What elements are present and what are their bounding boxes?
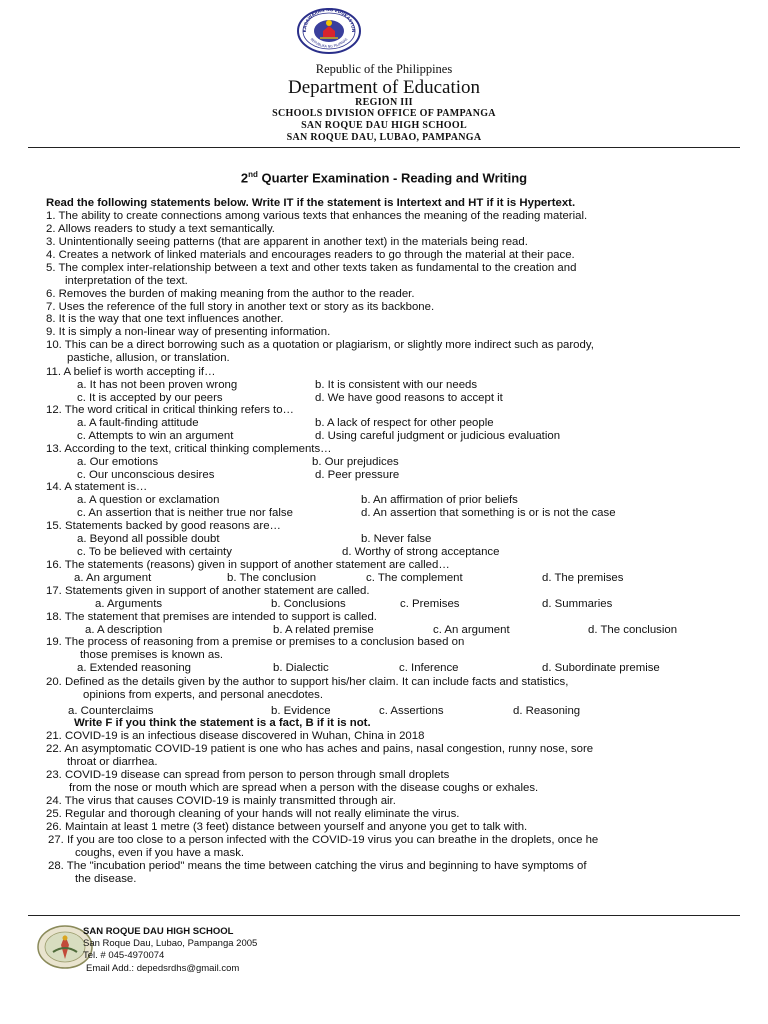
- q14-option-d: d. An assertion that something is or is not the case: [361, 507, 616, 519]
- q17-option-d: d. Summaries: [542, 598, 613, 610]
- q15-option-c: c. To be believed with certainty: [77, 546, 232, 558]
- q12-option-d: d. Using careful judgment or judicious evaluation: [315, 430, 561, 442]
- q17-option-b: b. Conclusions: [271, 598, 346, 610]
- q13-option-c: c. Our unconscious desires: [77, 469, 215, 481]
- question-22: 22. An asymptomatic COVID-19 patient is one who has aches and pains, nasal congestion, runny nose, sore: [46, 743, 594, 755]
- q12-option-a: a. A fault-finding attitude: [77, 417, 199, 429]
- footer-divider: [28, 915, 740, 916]
- question-10-cont: pastiche, allusion, or translation.: [67, 352, 230, 364]
- question-4: 4. Creates a network of linked materials and encourages readers to go through the material at their pace.: [46, 249, 575, 261]
- question-8: 8. It is the way that one text influences another.: [46, 313, 284, 325]
- q11-option-d: d. We have good reasons to accept it: [315, 392, 503, 404]
- q14-option-b: b. An affirmation of prior beliefs: [361, 494, 518, 506]
- q12-option-b: b. A lack of respect for other people: [315, 417, 494, 429]
- q20-option-a: a. Counterclaims: [68, 705, 154, 717]
- question-19-cont: those premises is known as.: [80, 649, 224, 661]
- q16-option-a: a. An argument: [74, 572, 152, 584]
- department-title: Department of Education: [287, 77, 481, 98]
- question-22-cont: throat or diarrhea.: [67, 756, 158, 768]
- q11-option-b: b. It is consistent with our needs: [315, 379, 478, 391]
- q13-option-a: a. Our emotions: [77, 456, 159, 468]
- instructions-part2: Write F if you think the statement is a fact, B if it is not.: [74, 717, 371, 729]
- question-5: 5. The complex inter-relationship between a text and other texts taken as fundamental to the creation and: [46, 262, 577, 274]
- q20-option-b: b. Evidence: [271, 705, 331, 717]
- instructions-part1: Read the following statements below. Write IT if the statement is Intertext and HT if it is Hypertext.: [46, 197, 576, 209]
- question-27: 27. If you are too close to a person infected with the COVID-19 virus you can breathe in the droplets, once he: [48, 834, 599, 846]
- question-6: 6. Removes the burden of making meaning from the author to the reader.: [46, 288, 415, 300]
- seal-text-top: KAGAWARAN NG EDUKASYON: [301, 8, 357, 33]
- q20-option-d: d. Reasoning: [513, 705, 581, 717]
- division-line: SCHOOLS DIVISION OFFICE OF PAMPANGA: [272, 108, 496, 119]
- exam-title-ordinal: nd: [248, 170, 258, 179]
- q15-option-d: d. Worthy of strong acceptance: [342, 546, 500, 558]
- question-23: 23. COVID-19 disease can spread from person to person through small droplets: [46, 769, 450, 781]
- exam-title-number: 2: [240, 170, 249, 186]
- footer-address: San Roque Dau, Lubao, Pampanga 2005: [83, 938, 258, 949]
- question-19: 19. The process of reasoning from a premise or premises to a conclusion based on: [46, 636, 465, 648]
- question-20-cont: opinions from experts, and personal anecdotes.: [83, 689, 323, 701]
- region-line: REGION III: [355, 97, 413, 108]
- question-24: 24. The virus that causes COVID-19 is mainly transmitted through air.: [46, 795, 396, 807]
- q13-option-d: d. Peer pressure: [315, 469, 400, 481]
- q14-option-a: a. A question or exclamation: [77, 494, 220, 506]
- q18-option-a: a. A description: [85, 624, 163, 636]
- exam-title-text: Quarter Examination - Reading and Writing: [257, 170, 528, 186]
- q17-option-a: a. Arguments: [95, 598, 163, 610]
- question-12: 12. The word critical in critical thinking refers to…: [46, 404, 294, 416]
- question-16: 16. The statements (reasons) given in support of another statement are called…: [46, 559, 450, 571]
- q15-option-b: b. Never false: [361, 533, 432, 545]
- question-11: 11. A belief is worth accepting if…: [46, 366, 216, 378]
- q19-option-c: c. Inference: [399, 662, 459, 674]
- question-23-cont: from the nose or mouth which are spread when a person with the disease coughs or exhales.: [69, 782, 539, 794]
- question-17: 17. Statements given in support of another statement are called.: [46, 585, 370, 597]
- q16-option-c: c. The complement: [366, 572, 463, 584]
- address-line: SAN ROQUE DAU, LUBAO, PAMPANGA: [286, 132, 482, 143]
- republic-line: Republic of the Philippines: [315, 62, 453, 76]
- question-26: 26. Maintain at least 1 metre (3 feet) distance between yourself and anyone you get to talk with.: [46, 821, 528, 833]
- footer-email: Email Add.: depedsrdhs@gmail.com: [86, 963, 240, 974]
- q20-option-c: c. Assertions: [379, 705, 444, 717]
- school-line: SAN ROQUE DAU HIGH SCHOOL: [301, 120, 467, 131]
- q19-option-d: d. Subordinate premise: [542, 662, 660, 674]
- q17-option-c: c. Premises: [400, 598, 460, 610]
- q11-option-c: c. It is accepted by our peers: [77, 392, 223, 404]
- question-10: 10. This can be a direct borrowing such as a quotation or plagiarism, or slightly more indirect such as parody,: [46, 339, 594, 351]
- question-20: 20. Defined as the details given by the author to support his/her claim. It can include facts and statistics,: [46, 676, 569, 688]
- q11-option-a: a. It has not been proven wrong: [77, 379, 238, 391]
- question-25: 25. Regular and thorough cleaning of your hands will not really eliminate the virus.: [46, 808, 460, 820]
- q18-option-d: d. The conclusion: [588, 624, 678, 636]
- q14-option-c: c. An assertion that is neither true nor false: [77, 507, 293, 519]
- question-1: 1. The ability to create connections among various texts that enhances the meaning of the reading material.: [46, 210, 588, 222]
- question-9: 9. It is simply a non-linear way of presenting information.: [46, 326, 331, 338]
- q15-option-a: a. Beyond all possible doubt: [77, 533, 220, 545]
- q18-option-c: c. An argument: [433, 624, 510, 636]
- question-14: 14. A statement is…: [46, 481, 148, 493]
- question-28-cont: the disease.: [75, 873, 137, 885]
- question-13: 13. According to the text, critical thinking complements…: [46, 443, 332, 455]
- question-27-cont: coughs, even if you have a mask.: [75, 847, 245, 859]
- question-18: 18. The statement that premises are intended to support is called.: [46, 611, 377, 623]
- seal-text-bottom: REPUBLIKA NG PILIPINAS: [309, 37, 349, 49]
- q19-option-a: a. Extended reasoning: [77, 662, 191, 674]
- q12-option-c: c. Attempts to win an argument: [77, 430, 234, 442]
- footer-tel: Tel. # 045-4970074: [83, 950, 165, 961]
- question-3: 3. Unintentionally seeing patterns (that are apparent in another text) in the materials being read.: [46, 236, 528, 248]
- question-28: 28. The "incubation period" means the time between catching the virus and beginning to have symptoms of: [48, 860, 587, 872]
- question-7: 7. Uses the reference of the full story in another text or story as its backbone.: [46, 301, 435, 313]
- question-15: 15. Statements backed by good reasons are…: [46, 520, 281, 532]
- q18-option-b: b. A related premise: [273, 624, 374, 636]
- question-21: 21. COVID-19 is an infectious disease discovered in Wuhan, China in 2018: [46, 730, 425, 742]
- q13-option-b: b. Our prejudices: [312, 456, 399, 468]
- q16-option-d: d. The premises: [542, 572, 624, 584]
- question-2: 2. Allows readers to study a text semantically.: [46, 223, 275, 235]
- q16-option-b: b. The conclusion: [227, 572, 317, 584]
- question-5-cont: interpretation of the text.: [65, 275, 188, 287]
- q19-option-b: b. Dialectic: [273, 662, 329, 674]
- footer-school: SAN ROQUE DAU HIGH SCHOOL: [83, 926, 234, 937]
